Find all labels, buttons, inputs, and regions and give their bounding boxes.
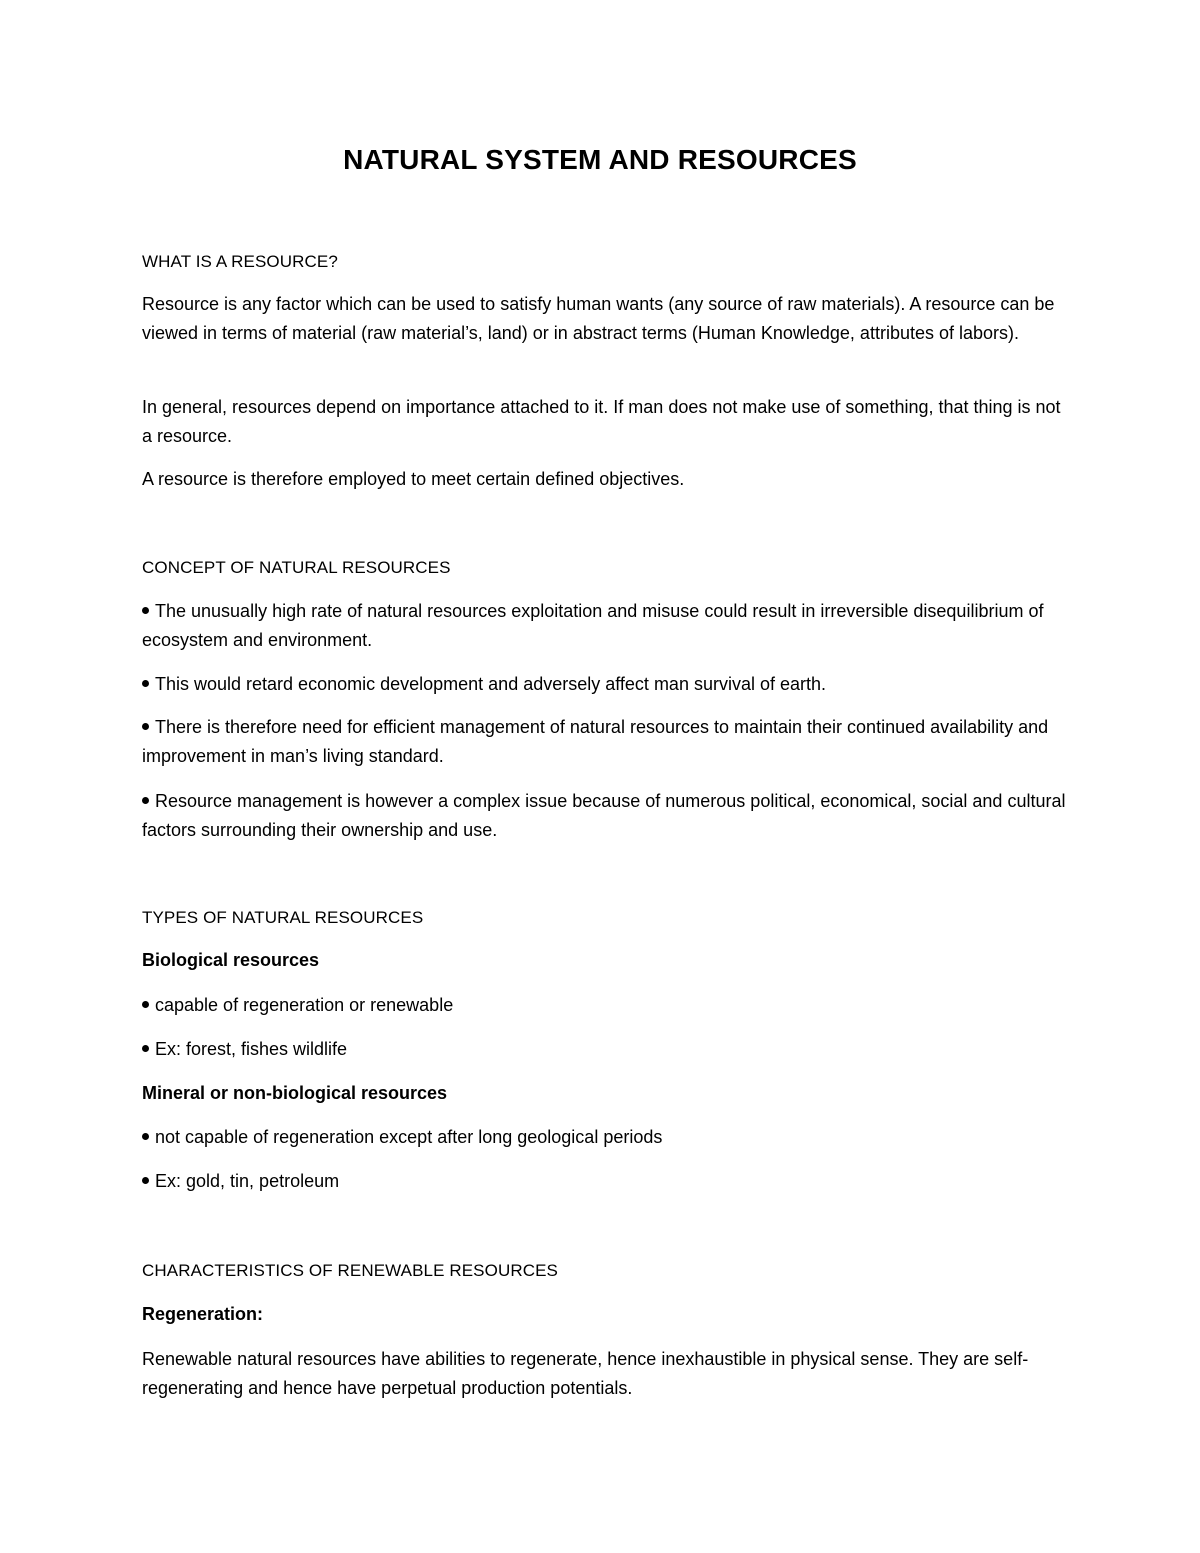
bullet-item bbox=[142, 670, 1067, 699]
subheading-mineral: Mineral or non-biological resources bbox=[142, 1083, 448, 1103]
document-title: NATURAL SYSTEM AND RESOURCES bbox=[343, 144, 857, 175]
bullet-text: Resource management is however a complex issue because of numerous political, economical, social and cultural factors surrounding their ownership and use. bbox=[142, 791, 1066, 840]
bullet-text: capable of regeneration or renewable bbox=[155, 995, 454, 1015]
paragraph-resource-definition: Resource is any factor which can be used to satisfy human wants (any source of raw materials). A resource can be viewed in terms of material (raw material’s, land) or in abstract terms (Human Knowledge, attributes of labors). bbox=[142, 294, 1055, 343]
bullet-item bbox=[142, 713, 1067, 771]
bullet-item bbox=[142, 787, 1067, 845]
bullet-item bbox=[142, 1167, 1067, 1196]
bullet-icon bbox=[142, 1133, 149, 1140]
subheading-biological: Biological resources bbox=[142, 950, 320, 970]
bullet-text: There is therefore need for efficient management of natural resources to maintain their continued availability and improvement in man’s living standard. bbox=[142, 717, 1049, 766]
section-heading-what-is-resource: WHAT IS A RESOURCE? bbox=[142, 252, 338, 271]
bullet-item bbox=[142, 991, 1067, 1020]
bullet-text: The unusually high rate of natural resources exploitation and misuse could result in irreversible disequilibrium of ecosystem and environment. bbox=[142, 601, 1044, 650]
bullet-text: not capable of regeneration except after long geological periods bbox=[155, 1127, 663, 1147]
bullet-item bbox=[142, 1035, 1067, 1064]
bullet-icon bbox=[142, 723, 149, 730]
bullet-text: This would retard economic development and adversely affect man survival of earth. bbox=[155, 674, 827, 694]
bullet-icon bbox=[142, 1177, 149, 1184]
bullet-item bbox=[142, 1123, 1067, 1152]
section-heading-types: TYPES OF NATURAL RESOURCES bbox=[142, 908, 424, 927]
section-heading-characteristics: CHARACTERISTICS OF RENEWABLE RESOURCES bbox=[142, 1261, 558, 1280]
bullet-icon bbox=[142, 607, 149, 614]
bullet-icon bbox=[142, 680, 149, 687]
paragraph-resource-objectives: A resource is therefore employed to meet certain defined objectives. bbox=[142, 469, 685, 489]
bullet-item bbox=[142, 597, 1067, 655]
paragraph-regeneration: Renewable natural resources have abilities to regenerate, hence inexhaustible in physical sense. They are self-regenerating and hence have perpetual production potentials. bbox=[142, 1349, 1029, 1398]
bullet-icon bbox=[142, 797, 149, 804]
subheading-regeneration: Regeneration: bbox=[142, 1304, 264, 1324]
bullet-icon bbox=[142, 1001, 149, 1008]
bullet-text: Ex: gold, tin, petroleum bbox=[155, 1171, 340, 1191]
section-heading-concept: CONCEPT OF NATURAL RESOURCES bbox=[142, 558, 451, 577]
paragraph-resource-importance: In general, resources depend on importance attached to it. If man does not make use of something, that thing is not a resource. bbox=[142, 397, 1061, 446]
bullet-icon bbox=[142, 1045, 149, 1052]
bullet-text: Ex: forest, fishes wildlife bbox=[155, 1039, 348, 1059]
